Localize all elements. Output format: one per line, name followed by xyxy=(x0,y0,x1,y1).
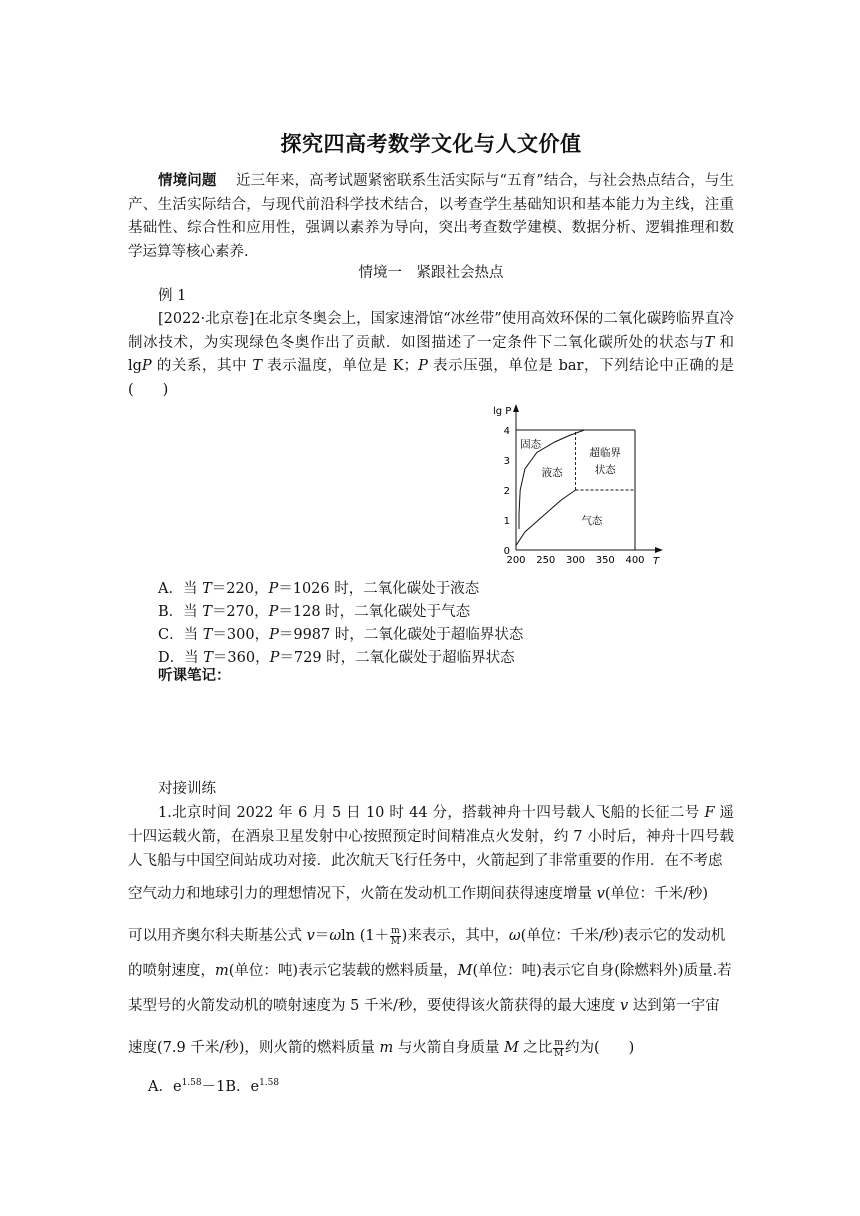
option-b: B．当 T＝270，P＝128 时，二氧化碳处于气态 xyxy=(158,604,471,620)
intro-text: 近三年来，高考试题紧密联系生活实际与“五育”结合，与社会热点结合，与生产、生活实际结合，与现代前沿科学技术结合，以考查学生基础知识和基本能力为主线，注重基础性、综合性和应用性，强调以素养为导向，突出考查数学建模、数据分析、逻辑推理和数学运算等核心素养. xyxy=(128,173,735,260)
y-tick-label: 3 xyxy=(503,456,510,467)
y-tick-label: 4 xyxy=(503,426,510,437)
mass-ratio-fraction: $\frac{m}{M}$ xyxy=(390,925,400,947)
y-tick-label: 1 xyxy=(503,516,510,527)
option-a: A．当 T＝220，P＝1026 时，二氧化碳处于液态 xyxy=(158,581,480,597)
region-label-solid: 固态 xyxy=(520,438,542,451)
problem-1-line-2: 空气动力和地球引力的理想情况下，火箭在发动机工作期间获得速度增量 v(单位：千米/秒) xyxy=(128,886,709,902)
problem-1-line-4: 的喷射速度，m(单位：吨)表示它装载的燃料质量，M(单位：吨)表示它自身(除燃料外)质量.若 xyxy=(128,963,732,979)
section-heading: 情境一 紧跟社会热点 xyxy=(358,265,504,281)
intro-paragraph xyxy=(128,170,734,264)
training-label: 对接训练 xyxy=(158,781,216,797)
problem-1-line-6: 速度(7.9 千米/秒)，则火箭的燃料质量 m 与火箭自身质量 M 之比 $\frac{m}{M}$ 约为( ) xyxy=(128,1037,635,1059)
ratio-fraction: $\frac{m}{M}$ xyxy=(554,1037,564,1059)
region-label-supercritical: 超临界 xyxy=(589,447,621,459)
phase-boundary-liquid-gas xyxy=(516,490,576,546)
page-title: 探究四高考数学文化与人文价值 xyxy=(280,132,582,156)
example-text: [2022·北京卷]在北京冬奥会上，国家速滑馆“冰丝带”使用高效环保的二氧化碳跨临界直冷制冰技术，为实现绿色冬奥作出了贡献．如图描述了一定条件下二氧化碳所处的状态与T 和 lgP 的关系，其中 T 表示温度，单位是 K；P 表示压强，单位是 bar，下列结论中正确的是( ) xyxy=(128,311,735,398)
intro-label: 情境问题 xyxy=(158,173,217,189)
x-tick-label: 250 xyxy=(536,555,556,566)
example-source: [2022·北京卷] xyxy=(158,311,255,327)
option-c: C．当 T＝300，P＝9987 时，二氧化碳处于超临界状态 xyxy=(158,627,524,643)
problem-1-options: A．$e^{1.58}-1B$．$e^{1.58}$ xyxy=(148,1078,280,1095)
region-label-liquid: 液态 xyxy=(541,467,563,479)
x-tick-label: 300 xyxy=(565,555,586,566)
x-axis-arrow xyxy=(655,547,663,553)
problem-1-line-5: 某型号的火箭发动机的喷射速度为 5 千米/秒，要使得该火箭获得的最大速度 v 达到第一宇宙 xyxy=(128,998,720,1014)
region-label-gas: 气态 xyxy=(581,515,603,527)
x-tick-label: 200 xyxy=(506,555,526,566)
problem-1-text: 1.北京时间 2022 年 6 月 5 日 10 时 44 分，搭载神舟十四号载人飞船的长征二号 F 遥十四运载火箭，在酒泉卫星发射中心按照预定时间精准点火发射，约 7 小时后，神舟十四号载人飞船与中国空间站成功对接．此次航天飞行任务中，火箭起到了非常重要的作用．在不考虑 xyxy=(128,805,734,869)
phase-diagram-chart xyxy=(483,398,673,573)
x-tick-label: 400 xyxy=(625,555,645,566)
region-label-supercritical-line2: 状态 xyxy=(594,464,616,476)
y-axis-label: lg P xyxy=(493,406,512,417)
y-tick-label: 2 xyxy=(503,486,510,497)
problem-1-formula-line: 可以用齐奥尔科夫斯基公式 v＝ωln (1＋ $\frac{m}{M}$ )来表示，其中，ω(单位：千米/秒)表示它的发动机 xyxy=(128,925,726,947)
x-tick-label: 350 xyxy=(595,555,615,566)
option-d: D．当 T＝360，P＝729 时，二氧化碳处于超临界状态 xyxy=(158,650,515,666)
notes-label: 听课笔记： xyxy=(158,668,231,684)
y-axis-arrow xyxy=(513,404,519,412)
y-tick-label: 0 xyxy=(503,546,510,557)
example-label: 例 1 xyxy=(158,288,187,304)
x-axis-label: T xyxy=(653,556,660,567)
